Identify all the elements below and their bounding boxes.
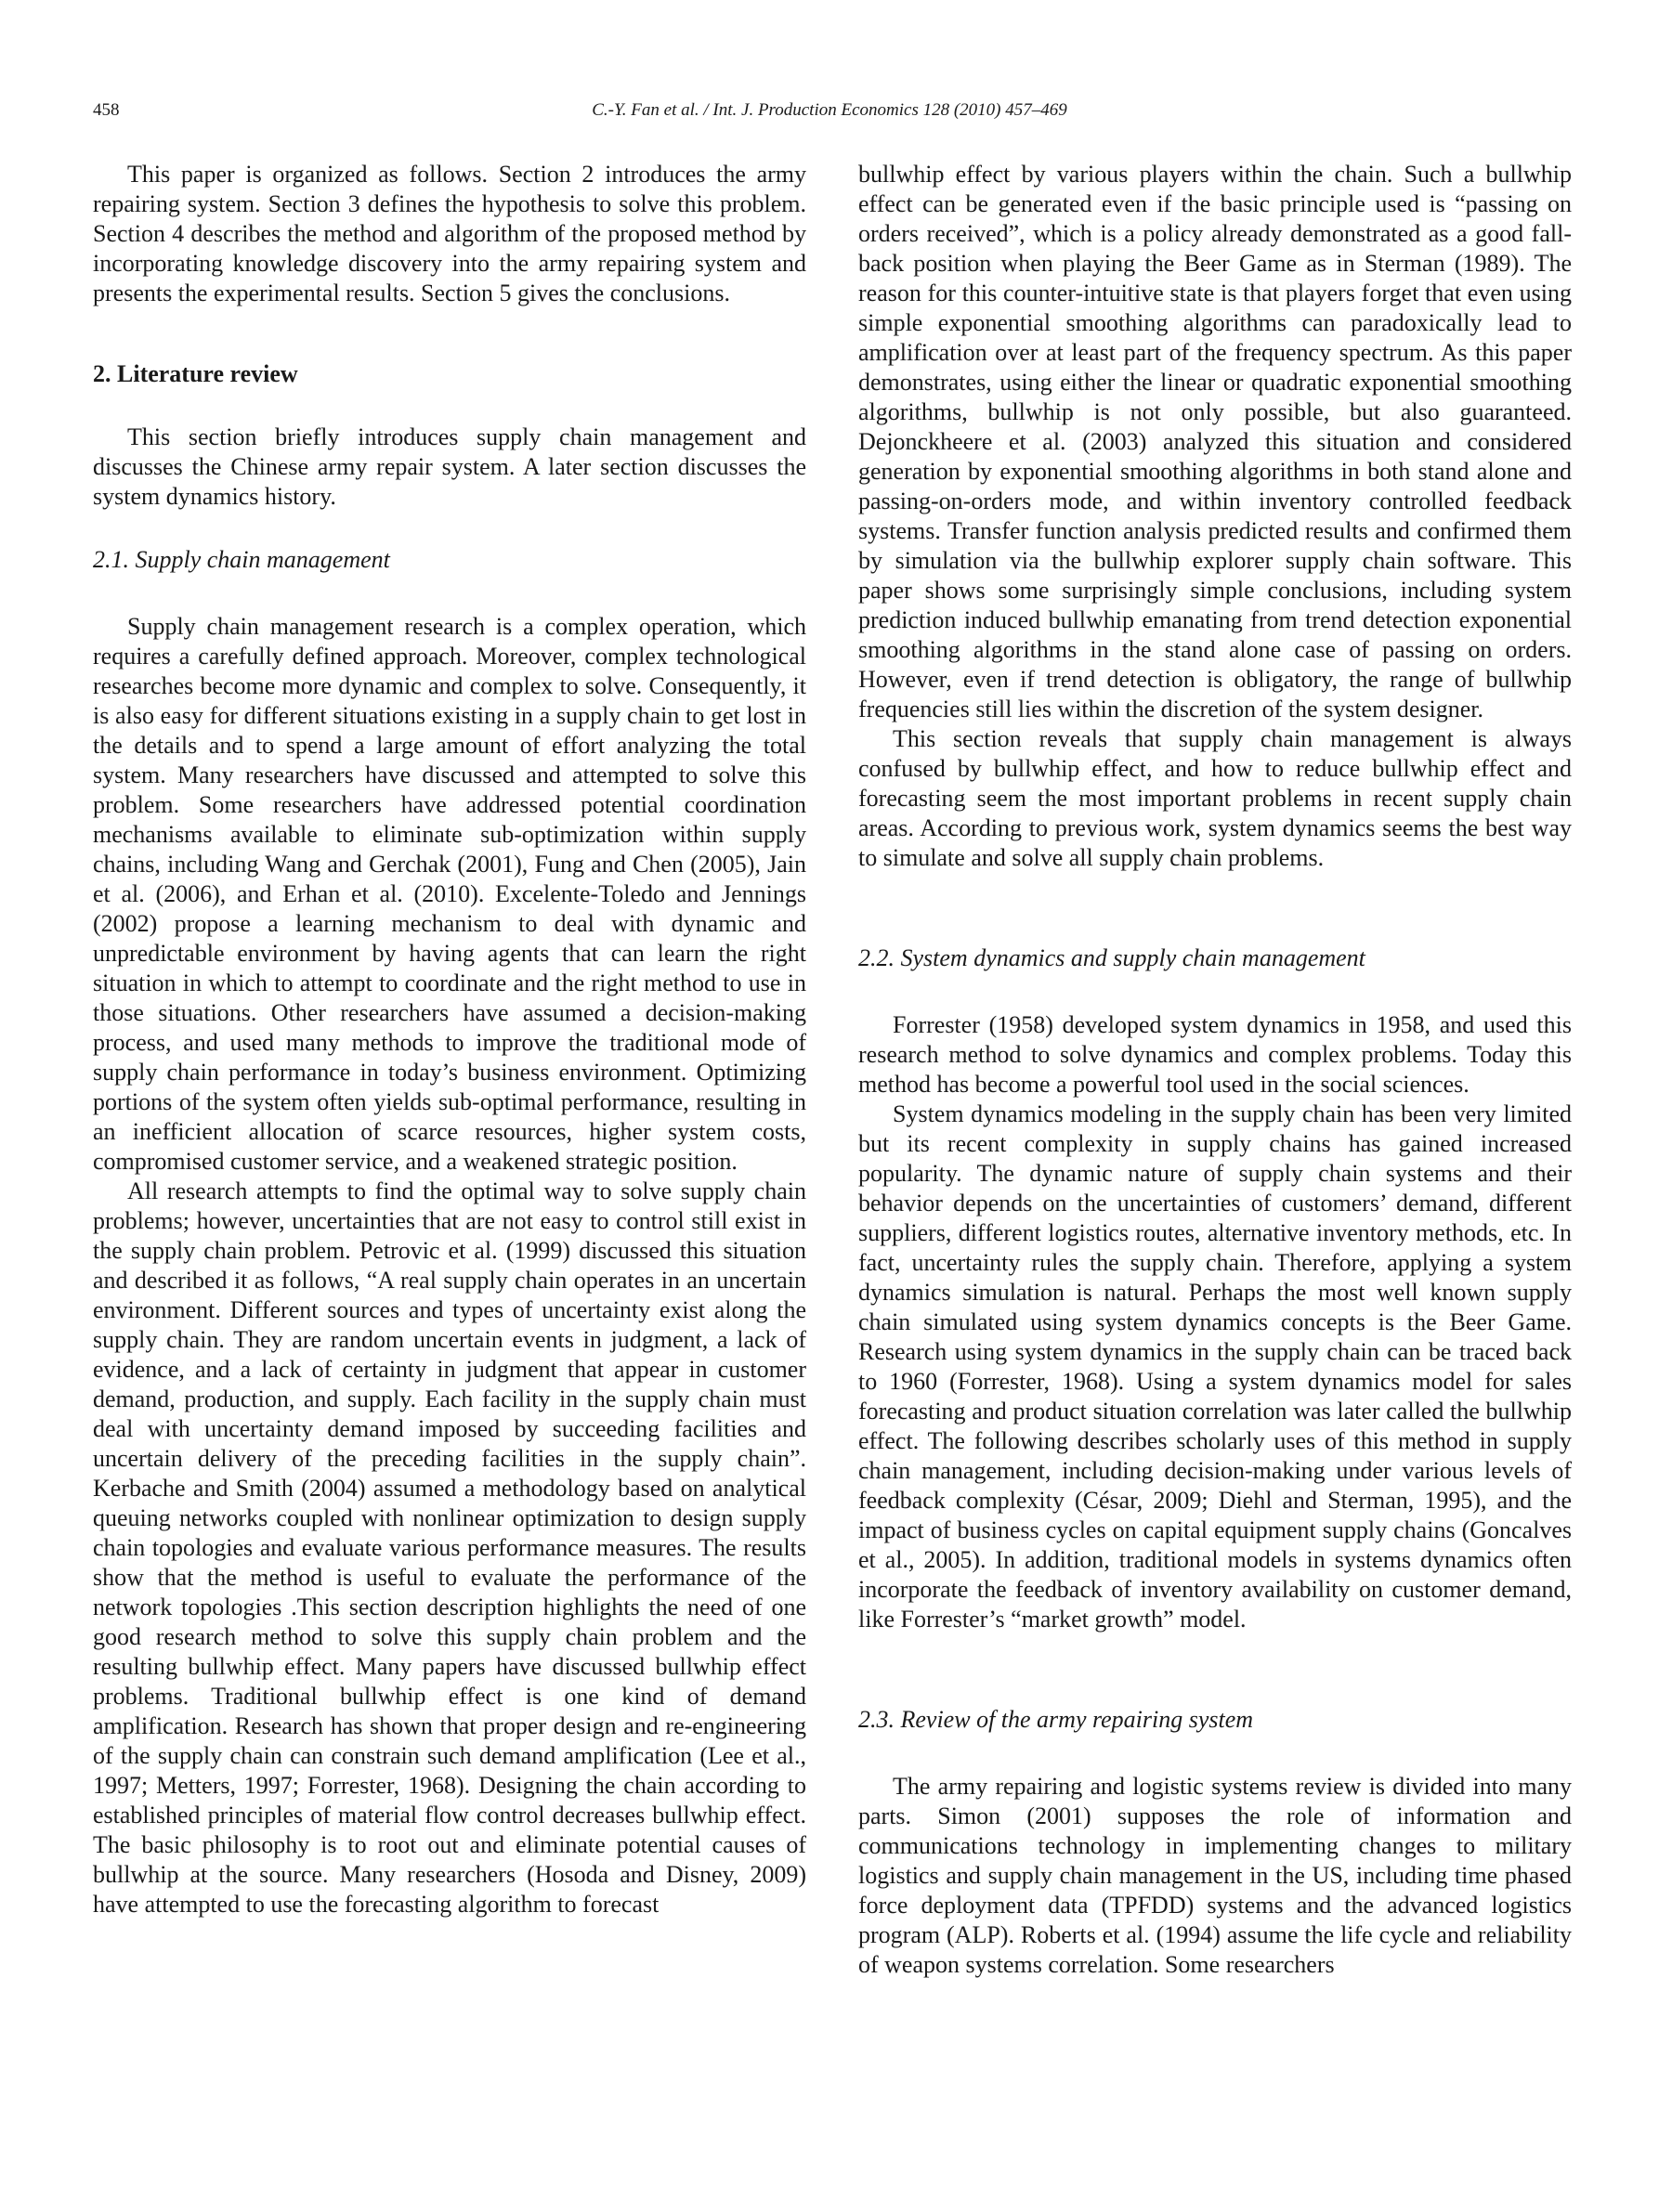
subsection-heading-army-repairing-system: 2.3. Review of the army repairing system [858,1706,1254,1733]
summary-paragraph: This section reveals that supply chain management is always confused by bullwhip effect, and how to reduce bullwhip effect and forecasting seem the most important problems in recent supply chain areas. According to previous work, system dynamics seems the best way to simulate and solve all supply chain problems. [858,725,1572,871]
continued-paragraph: bullwhip effect by various players within the chain. Such a bullwhip effect can be generated even if the basic principle used is “passing on orders received”, which is a policy already demonstrated as a good fall-back position when playing the Beer Game as in Sterman (1989). The reason for this counter-intuitive state is that players forget that even using simple exponential smoothing algorithms can paradoxically lead to amplification over at least part of the frequency spectrum. As this paper demonstrates, using either the linear or quadratic exponential smoothing algorithms, bullwhip is not only possible, but also guaranteed. Dejonckheere et al. (2003) analyzed this situation and considered generation by exponential smoothing algorithms in both stand alone and passing-on-orders mode, and within inventory controlled feedback systems. Transfer function analysis predicted results and confirmed them by simulation via the bullwhip explorer supply chain software. This paper shows some surprisingly simple conclusions, including system prediction induced bullwhip emanating from trend detection exponential smoothing algorithms in the stand alone case of passing on orders. However, even if trend detection is obligatory, the range of bullwhip frequencies still lies within the discretion of the system designer. [858,161,1572,722]
sd-paragraph-2: System dynamics modeling in the supply chain has been very limited but its recent complexity in supply chains has gained increased popularity. The dynamic nature of supply chain systems and their behavior depends on the uncertainties of customers’ demand, different suppliers, different logistics routes, alternative inventory methods, etc. In fact, uncertainty rules the supply chain. Therefore, applying a system dynamics simulation is natural. Perhaps the most well known supply chain simulated using system dynamics concepts is the Beer Game. Research using system dynamics in the supply chain can be traced back to 1960 (Forrester, 1968). Using a system dynamics model for sales forecasting and product situation correlation was later called the bullwhip effect. The following describes scholarly uses of this method in supply chain management, including decision-making under various levels of feedback complexity (César, 2009; Diehl and Sterman, 1995), and the impact of business cycles on capital equipment supply chains (Goncalves et al., 2005). In addition, traditional models in systems dynamics often incorporate the feedback of inventory availability on customer demand, like Forrester’s “market growth” model. [858,1100,1572,1633]
right-column [858,160,1572,1980]
army-paragraph: The army repairing and logistic systems review is divided into many parts. Simon (2001) supposes the role of information and communications technology in implementing changes to military logistics and supply chain management in the US, including time phased force deployment data (TPFDD) systems and the advanced logistics program (ALP). Roberts et al. (1994) assume the life cycle and reliability of weapon systems correlation. Some researchers [858,1773,1572,1978]
section-2-paragraph: This section briefly introduces supply chain management and discusses the Chinese army repair system. A later section discusses the system dynamics history. [93,423,806,510]
scm-paragraph-1: Supply chain management research is a complex operation, which requires a carefully defined approach. Moreover, complex technological researches become more dynamic and complex to solve. Consequently, it is also easy for different situations existing in a supply chain to get lost in the details and to spend a large amount of effort analyzing the total system. Many researchers have discussed and attempted to solve this problem. Some researchers have addressed potential coordination mechanisms available to eliminate sub-optimization within supply chains, including Wang and Gerchak (2001), Fung and Chen (2005), Jain et al. (2006), and Erhan et al. (2010). Excelente-Toledo and Jennings (2002) propose a learning mechanism to deal with dynamic and unpredictable environment by having agents that can learn the right situation in which to attempt to coordinate and the right method to use in those situations. Other researchers have assumed a decision-making process, and used many methods to improve the traditional mode of supply chain performance in today’s business environment. Optimizing portions of the system often yields sub-optimal performance, resulting in an inefficient allocation of scarce resources, higher system costs, compromised customer service, and a weakened strategic position. [93,613,806,1175]
running-head: C.-Y. Fan et al. / Int. J. Production Economics 128 (2010) 457–469 [592,100,1067,120]
page-number: 458 [93,100,120,120]
scm-paragraph-2: All research attempts to find the optimal way to solve supply chain problems; however, uncertainties that are not easy to control still exist in the supply chain problem. Petrovic et al. (1999) discussed this situation and described it as follows, “A real supply chain operates in an uncertain environment. Different sources and types of uncertainty exist along the supply chain. They are random uncertain events in judgment, a lack of evidence, and a lack of certainty in judgment that appear in customer demand, production, and supply. Each facility in the supply chain must deal with uncertainty demand imposed by succeeding facilities and uncertain delivery of the preceding facilities in the supply chain”. Kerbache and Smith (2004) assumed a methodology based on analytical queuing networks coupled with nonlinear optimization to design supply chain topologies and evaluate various performance measures. The results show that the method is useful to evaluate the performance of the network topologies .This section description highlights the need of one good research method to solve this supply chain problem and the resulting bullwhip effect. Many papers have discussed bullwhip effect problems. Traditional bullwhip effect is one kind of demand amplification. Research has shown that proper design and re-engineering of the supply chain can constrain such demand amplification (Lee et al., 1997; Metters, 1997; Forrester, 1968). Designing the chain according to established principles of material flow control decreases bullwhip effect. The basic philosophy is to root out and eliminate potential causes of bullwhip at the source. Many researchers (Hosoda and Disney, 2009) have attempted to use the forecasting algorithm to forecast [93,1178,806,1918]
subsection-heading-system-dynamics: 2.2. System dynamics and supply chain management [858,944,1365,971]
section-heading-literature-review: 2. Literature review [93,360,298,387]
left-column [93,160,806,1919]
intro-paragraph: This paper is organized as follows. Section 2 introduces the army repairing system. Section 3 defines the hypothesis to solve this problem. Section 4 describes the method and algorithm of the proposed method by incorporating knowledge discovery into the army repairing system and presents the experimental results. Section 5 gives the conclusions. [93,161,806,306]
sd-paragraph-1: Forrester (1958) developed system dynamics in 1958, and used this research method to solve dynamics and complex problems. Today this method has become a powerful tool used in the social sciences. [858,1011,1572,1098]
subsection-heading-supply-chain-management: 2.1. Supply chain management [93,546,390,573]
